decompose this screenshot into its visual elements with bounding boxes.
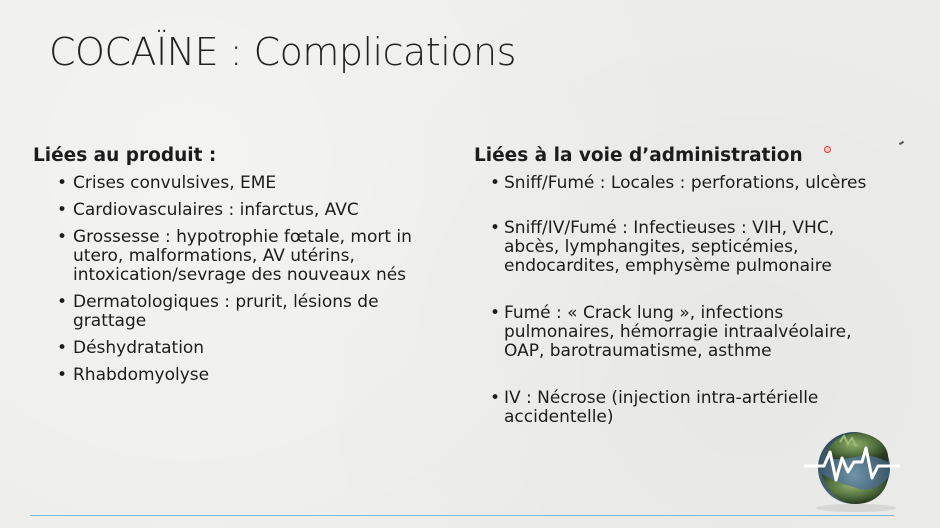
list-item-text: IV : Nécrose (injection intra-artérielle accidentelle) (504, 388, 819, 427)
bullet-icon: • (57, 338, 68, 358)
list-item (33, 201, 433, 220)
list-item (33, 174, 433, 193)
left-column (33, 145, 433, 393)
list-item (33, 293, 433, 331)
bullet-icon: • (490, 303, 501, 323)
bullet-icon: • (57, 292, 68, 312)
list-item-text: Dermatologiques : prurit, lésions de grattage (73, 292, 379, 331)
left-column-heading: Liées au produit : (33, 145, 217, 166)
right-column-heading: Liées à la voie d’administration (474, 145, 803, 166)
bullet-icon: • (57, 173, 68, 193)
bullet-icon: • (490, 218, 501, 238)
list-item (474, 174, 904, 193)
left-bullet-list (33, 174, 433, 385)
bullet-icon: • (57, 365, 68, 385)
list-item-text: Sniff/Fumé : Locales : perforations, ulcères (504, 173, 867, 193)
list-item-text: Fumé : « Crack lung », infections pulmonaires, hémorragie intraalvéolaire, OAP, barotraumatisme, asthme (504, 303, 852, 361)
laser-pointer-dot-icon (824, 146, 831, 153)
bullet-icon: • (490, 173, 501, 193)
slide-title: COCAÏNE : Complications (49, 30, 516, 74)
globe-heartbeat-logo-icon (800, 418, 905, 513)
list-item-text: Cardiovasculaires : infarctus, AVC (73, 200, 359, 220)
list-item-text: Rhabdomyolyse (73, 365, 210, 385)
bullet-icon: • (490, 388, 501, 408)
bottom-divider-rule (30, 515, 894, 516)
list-item (474, 219, 894, 276)
list-item-text: Crises convulsives, EME (73, 173, 277, 193)
list-item-text: Sniff/IV/Fumé : Infectieuses : VIH, VHC, abcès, lymphangites, septicémies, endocardites, emphysème pulmonaire (504, 218, 835, 276)
bullet-icon: • (57, 227, 68, 247)
right-column (474, 145, 904, 455)
right-bullet-list (474, 174, 904, 427)
list-item (33, 339, 433, 358)
list-item (474, 304, 894, 361)
bullet-icon: • (57, 200, 68, 220)
list-item (33, 228, 433, 285)
list-item-text: Déshydratation (73, 338, 205, 358)
list-item (33, 366, 433, 385)
list-item-text: Grossesse : hypotrophie fœtale, mort in utero, malformations, AV utérins, intoxication/sevrage des nouveaux nés (73, 227, 412, 285)
